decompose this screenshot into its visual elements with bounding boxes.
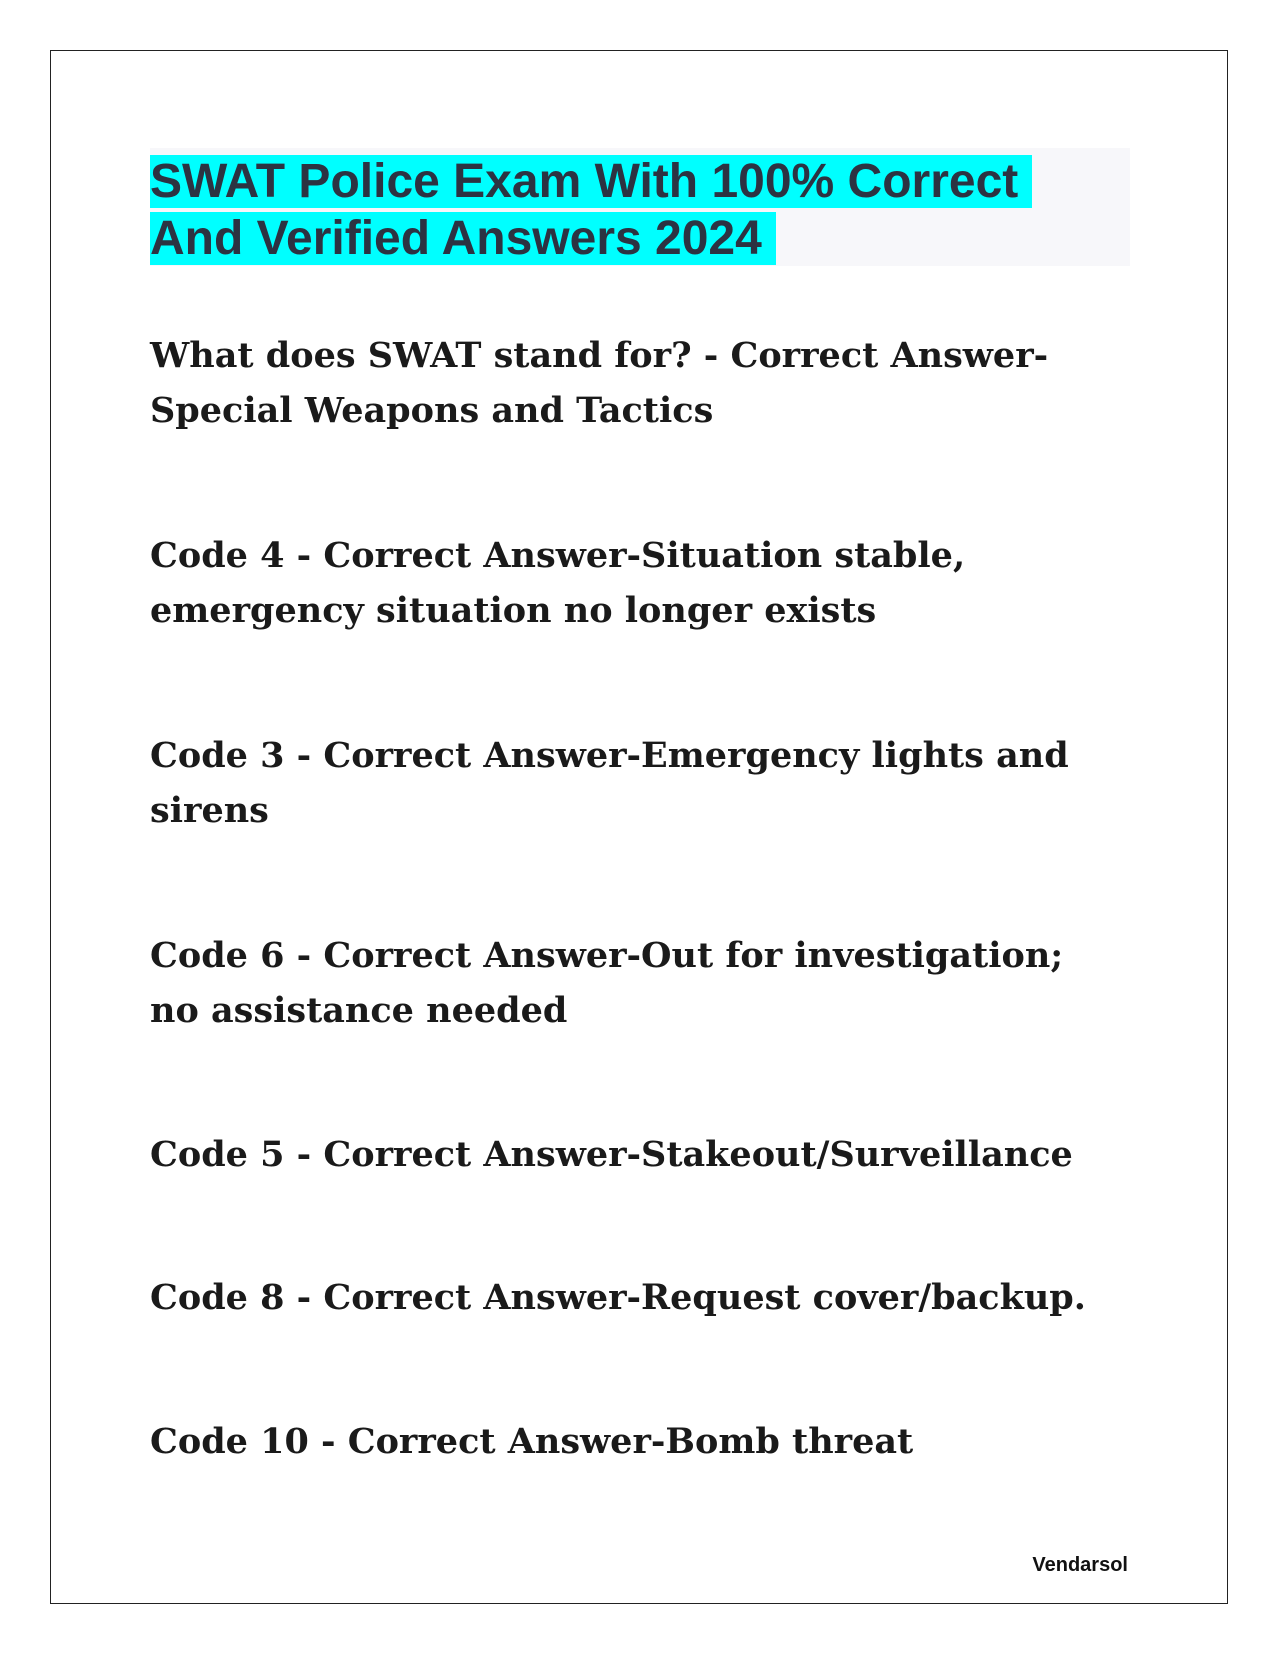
qa-item-code-3: Code 3 - Correct Answer-Emergency lights and sirens (150, 735, 1069, 831)
footer-brand: Vendarsol (1032, 1554, 1128, 1576)
document-title (150, 153, 1110, 267)
qa-item-code-4: Code 4 - Correct Answer-Situation stable, emergency situation no longer exists (150, 535, 966, 631)
qa-item-code-10: Code 10 - Correct Answer-Bomb threat (150, 1421, 914, 1462)
qa-item-code-5: Code 5 - Correct Answer-Stakeout/Surveillance (150, 1134, 1073, 1175)
qa-item-code-6: Code 6 - Correct Answer-Out for investigation; no assistance needed (150, 935, 1064, 1031)
qa-item-code-8: Code 8 - Correct Answer-Request cover/backup. (150, 1277, 1086, 1318)
title-highlight: SWAT Police Exam With 100% Correct And Verified Answers 2024 (150, 155, 1032, 265)
qa-item-swat-definition: What does SWAT stand for? - Correct Answer-Special Weapons and Tactics (150, 335, 1049, 431)
